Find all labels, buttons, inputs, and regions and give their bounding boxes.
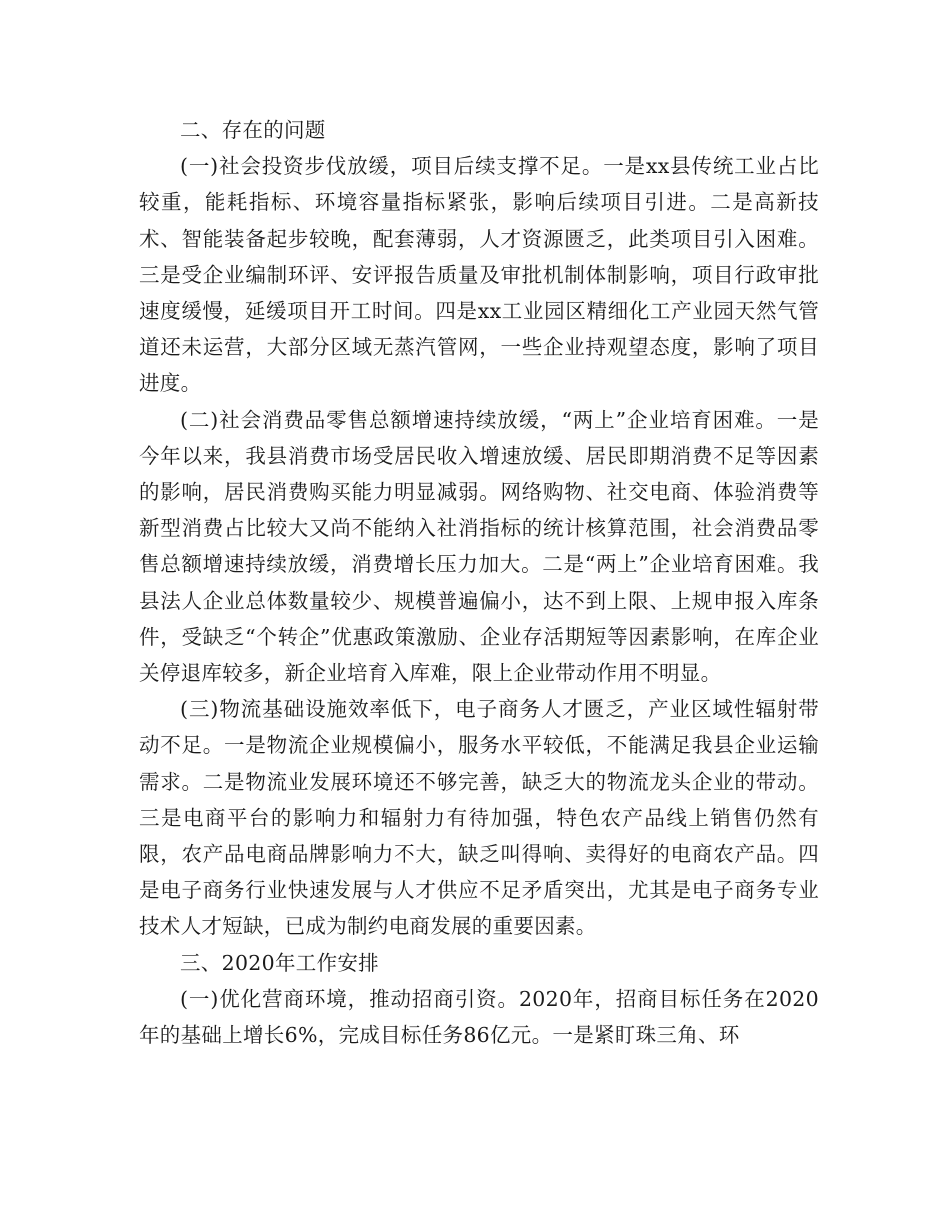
section-heading-2020-plan: 三、2020年工作安排 — [180, 950, 379, 975]
section-heading-problems: 二、存在的问题 — [180, 118, 326, 142]
paragraph-logistics: (三)物流基础设施效率低下，电子商务人才匮乏，产业区域性辐射带动不足。一是物流企业规模偏小，服务水平较低，不能满足我县企业运输需求。二是物流业发展环境还不够完善，缺乏大的物流龙头企业的带动。三是电商平台的影响力和辐射力有待加强，特色农产品线上销售仍然有限，农产品电商品牌影响力不大，缺乏叫得响、卖得好的电商农产品。四是电子商务行业快速发展与人才供应不足矛盾突出，尤其是电子商务专业技术人才短缺，已成为制约电商发展的重要因素。 — [139, 697, 819, 939]
paragraph-business-environment: (一)优化营商环境，推动招商引资。2020年，招商目标任务在2020年的基础上增长6%，完成目标任务86亿元。一是紧盯珠三角、环 — [139, 986, 819, 1048]
paragraph-consumption: (二)社会消费品零售总额增速持续放缓，“两上”企业培育困难。一是今年以来，我县消费市场受居民收入增速放缓、居民即期消费不足等因素的影响，居民消费购买能力明显减弱。网络购物、社交电商、体验消费等新型消费占比较大又尚不能纳入社消指标的统计核算范围，社会消费品零售总额增速持续放缓，消费增长压力加大。二是“两上”企业培育困难。我县法人企业总体数量较少、规模普遍偏小，达不到上限、上规申报入库条件，受缺乏“个转企”优惠政策激励、企业存活期短等因素影响，在库企业关停退库较多，新企业培育入库难，限上企业带动作用不明显。 — [139, 407, 819, 686]
paragraph-investment: (一)社会投资步伐放缓，项目后续支撑不足。一是xx县传统工业占比较重，能耗指标、环境容量指标紧张，影响后续项目引进。二是高新技术、智能装备起步较晚，配套薄弱，人才资源匮乏，此类项目引入困难。三是受企业编制环评、安评报告质量及审批机制体制影响，项目行政审批速度缓慢，延缓项目开工时间。四是xx工业园区精细化工产业园天然气管道还未运营，大部分区域无蒸汽管网，一些企业持观望态度，影响了项目进度。 — [139, 154, 819, 396]
document-body — [139, 112, 819, 1053]
